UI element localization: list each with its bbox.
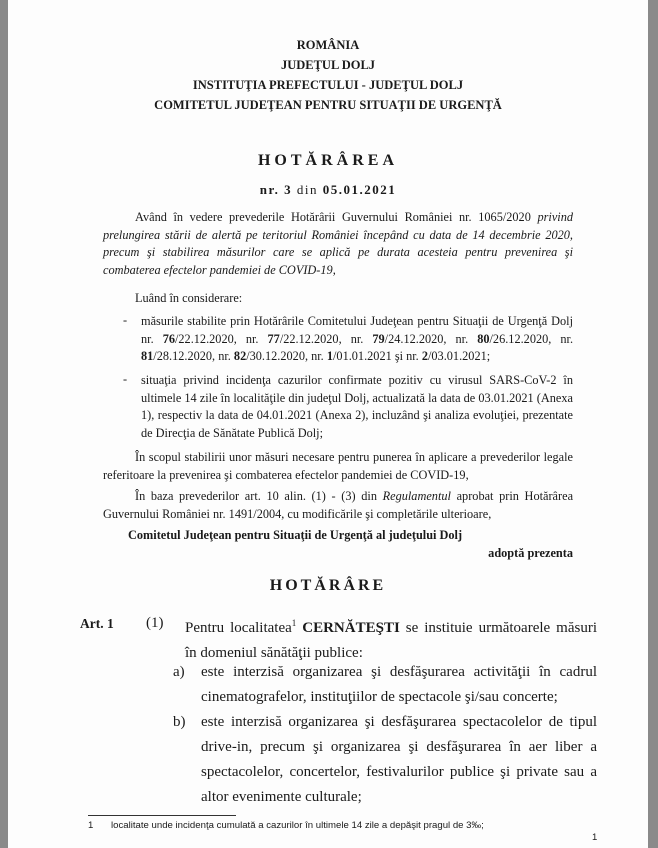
footnote-separator [88,815,236,816]
intro-p4-a: În baza prevederilor art. 10 alin. (1) - (3) din [135,489,377,503]
page-number: 1 [592,832,598,843]
footnote-text: localitate unde incidenţa cumulată a cazurilor în ultimele 14 zile a depăşit pragul de 3‰; [111,820,484,831]
bullet-item-2: situaţia privind incidenţa cazurilor confirmate pozitiv cu virusul SARS-CoV-2 în ultimele 14 zile în localităţile din judeţul Dolj, actualizată la data de 03.01.2021 (Anexa 1), respectiv la data de 04.01.2021 (Anexa 2), incluzând şi analiza evoluţiei, prezentate de Direcţia de Sănătate Publică Dolj; [141,373,573,440]
document-page [8,0,648,848]
b1-text: /03.01.2021; [427,349,491,364]
intro-paragraph-3: În scopul stabilirii unor măsuri necesare pentru punerea în aplicare a prevederilor legale referitoare la prevenirea şi combaterea efectelor pandemiei de COVID-19, [103,450,573,482]
bullet-item-1 [141,313,573,366]
paragraph-number: (1) [146,615,164,631]
decision-title: HOTĂRÂREA [257,152,398,169]
adopts-line: adoptă prezenta [488,546,573,560]
b1-num: 80 [477,331,490,346]
item-a-text: este interzisă organizarea şi desfăşurarea activităţii în cadrul cinematografelor, instituţiilor de spectacole şi/sau concerte; [201,664,597,705]
footnote-number: 1 [88,820,94,831]
item-b-letter: b) [173,714,186,730]
b1-num: 77 [267,331,280,346]
b1-text: /26.12.2020, nr. [489,331,574,346]
art1-text-a: Pentru localitatea [185,620,292,636]
locality-name: CERNĂTEŞTI [302,620,400,636]
decision-number-line [8,182,648,198]
b1-num: 2 [421,349,428,364]
b1-text: /24.12.2020, nr. [384,331,478,346]
intro-paragraph-4 [103,488,573,523]
hotarare-title: HOTĂRÂRE [269,577,387,594]
header-committee: COMITETUL JUDEŢEAN PENTRU SITUAŢII DE URGENŢĂ [154,98,502,112]
bullet-mark-1: - [123,313,128,327]
intro-p4-b: aprobat prin Hotărârea Guvernului României nr. 1491/2004, cu modificările şi completările ulterioare, [103,489,574,521]
b1-text: /22.12.2020, nr. [174,331,268,346]
din-label: din [296,182,318,197]
header-country: ROMÂNIA [296,38,360,52]
decision-date: 05.01.2021 [322,182,397,197]
intro-p1-normal: Având în vedere prevederile Hotărârii Guvernului României nr. 1065/2020 [135,210,531,224]
b1-text: /28.12.2020, nr. [153,349,234,364]
header-institution: INSTITUŢIA PREFECTULUI - JUDEŢUL DOLJ [192,78,464,92]
item-a-letter: a) [173,664,185,680]
bullet-mark-2: - [123,372,128,386]
item-b-text: este interzisă organizarea şi desfăşurarea spectacolelor de tipul drive-in, precum şi organizarea şi desfăşurarea în aer liber a spectacolelor, concertelor, festivalurilor publice şi private sau a altor evenimente culturale; [201,714,597,805]
header-county: JUDEŢUL DOLJ [280,58,376,72]
b1-num: 76 [162,331,175,346]
b1-text: /22.12.2020, nr. [279,331,373,346]
b1-num: 79 [372,331,385,346]
intro-paragraph-1 [103,209,573,279]
article-1-paragraph-1 [185,611,597,666]
b1-num: 82 [233,349,247,364]
intro-p1-italic: privind prelungirea stării de alertă pe teritoriul României începând cu data de 14 decembrie 2020, precum şi stabilirea măsurilor care se aplică pe durata acesteia pentru prevenirea şi combaterea efectelor pandemiei de COVID-19, [103,210,574,277]
committee-line: Comitetul Judeţean pentru Situaţii de Urgenţă al judeţului Dolj [128,528,463,542]
art1-text-b: se instituie următoarele măsuri în domeniul sănătăţii publice: [185,620,598,661]
intro-paragraph-2: Luând în considerare: [135,291,243,305]
b1-num: 81 [141,349,154,364]
b1-text: măsurile stabilite prin Hotărârile Comitetului Judeţean pentru Situaţii de Urgenţă Dolj nr. [141,314,573,346]
b1-text: /01.01.2021 şi nr. [333,349,422,364]
nr-prefix: nr. [259,182,280,197]
b1-num: 1 [326,349,333,364]
article-label: Art. 1 [80,616,114,631]
footnote-ref: 1 [291,618,297,628]
intro-p4-italic: Regulamentul [382,489,451,503]
decision-number: 3 [284,182,293,197]
b1-text: /30.12.2020, nr. [246,349,327,364]
